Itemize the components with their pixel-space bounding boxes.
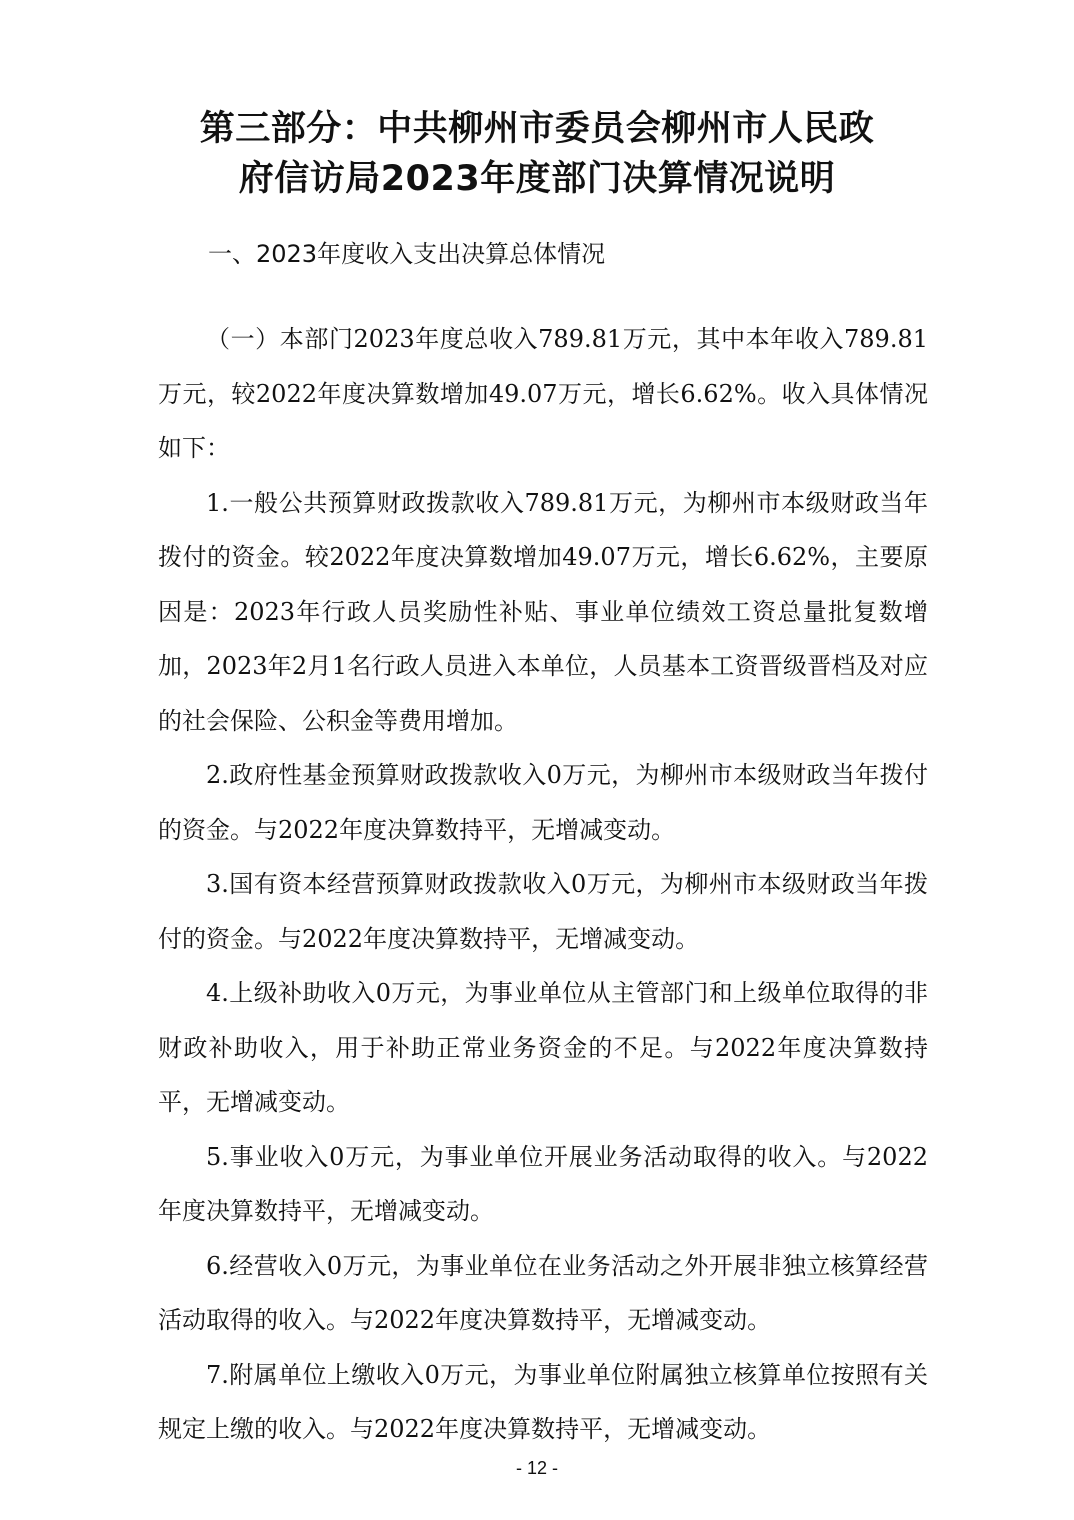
page-number: - 12 - xyxy=(515,1458,558,1478)
paragraph-operating-income: 6.经营收入0万元，为事业单位在业务活动之外开展非独立核算经营活动取得的收入。与2022年度决算数持平，无增减变动。 xyxy=(158,1251,928,1334)
paragraph-state-capital: 3.国有资本经营预算财政拨款收入0万元，为柳州市本级财政当年拨付的资金。与2022年度决算数持平，无增减变动。 xyxy=(158,870,928,953)
paragraph-business-income: 5.事业收入0万元，为事业单位开展业务活动取得的收入。与2022年度决算数持平，无增减变动。 xyxy=(158,1142,928,1225)
document-title-line-2: 府信访局2023年度部门决算情况说明 xyxy=(238,159,836,199)
paragraph-general-budget: 1.一般公共预算财政拨款收入789.81万元，为柳州市本级财政当年拨付的资金。较2022年度决算数增加49.07万元，增长6.62%，主要原因是：2023年行政人员奖励性补贴、事业单位绩效工资总量批复数增加，2023年2月1名行政人员进入本单位，人员基本工资晋级晋档及对应的社会保险、公积金等费用增加。 xyxy=(158,488,928,735)
document-title xyxy=(110,104,964,204)
paragraph-government-fund: 2.政府性基金预算财政拨款收入0万元，为柳州市本级财政当年拨付的资金。与2022年度决算数持平，无增减变动。 xyxy=(158,761,928,844)
paragraph-total-income: （一）本部门2023年度总收入789.81万元，其中本年收入789.81万元，较2022年度决算数增加49.07万元，增长6.62%。收入具体情况如下： xyxy=(158,325,928,462)
document-title-line-1: 第三部分：中共柳州市委员会柳州市人民政 xyxy=(199,109,875,149)
paragraph-affiliated-units: 7.附属单位上缴收入0万元，为事业单位附属独立核算单位按照有关规定上缴的收入。与2022年度决算数持平，无增减变动。 xyxy=(158,1360,928,1443)
paragraph-superior-subsidy: 4.上级补助收入0万元，为事业单位从主管部门和上级单位取得的非财政补助收入，用于补助正常业务资金的不足。与2022年度决算数持平，无增减变动。 xyxy=(158,979,928,1116)
body-text xyxy=(158,312,928,1457)
section-heading: 一、2023年度收入支出决算总体情况 xyxy=(208,240,606,268)
